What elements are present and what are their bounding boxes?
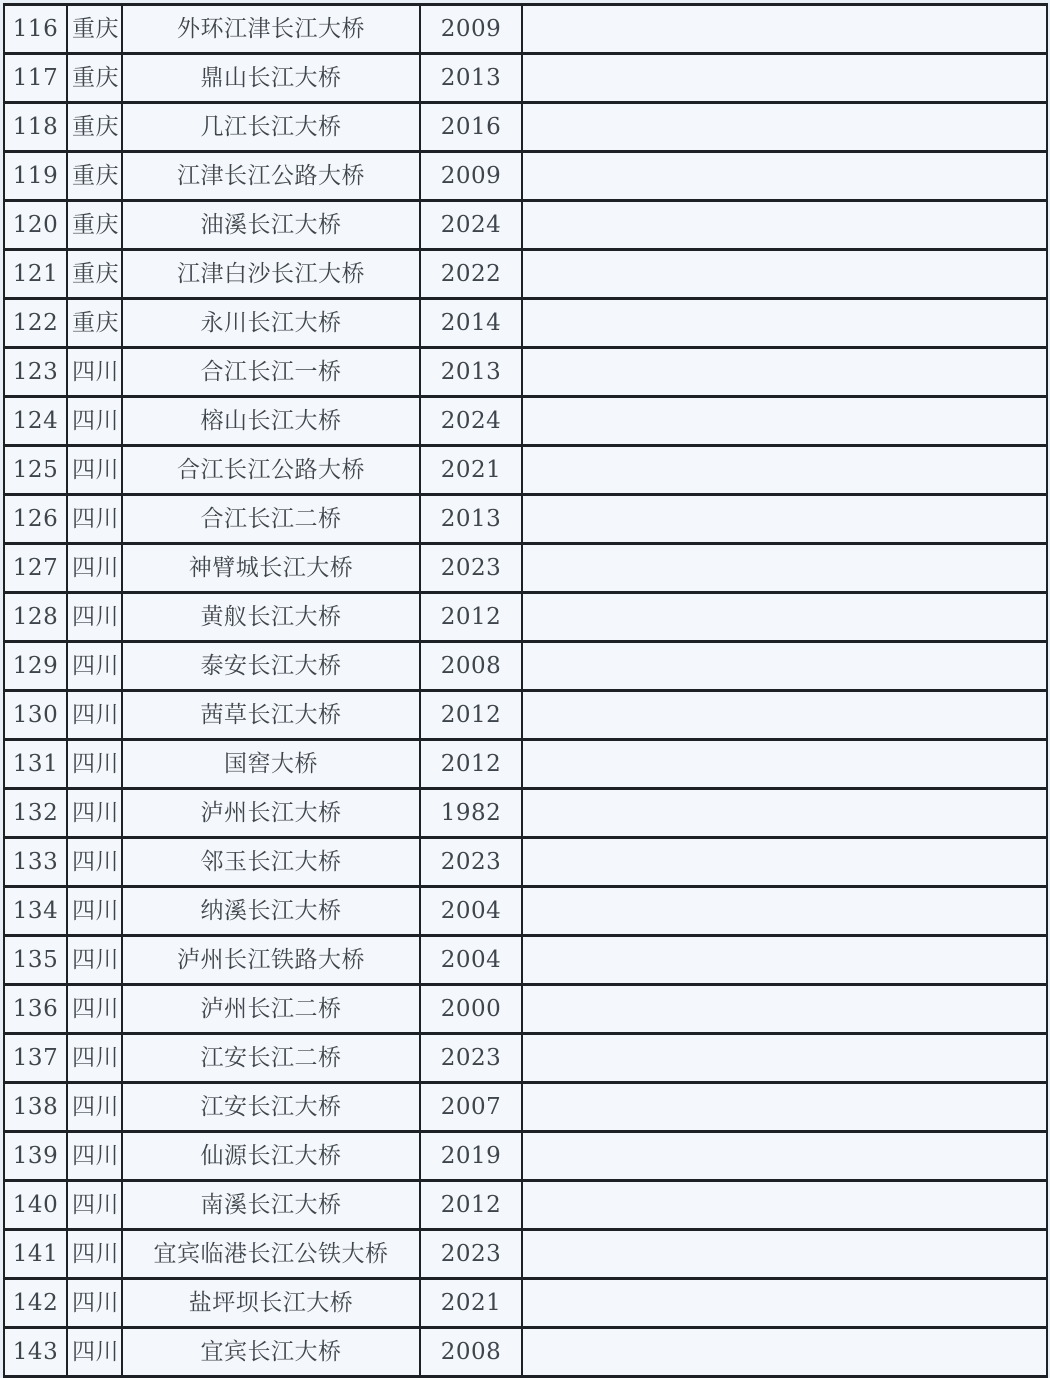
bridge-name-cell: 榕山长江大桥 (122, 397, 420, 446)
province-cell: 四川 (67, 446, 122, 495)
bridge-name-cell: 黄舣长江大桥 (122, 593, 420, 642)
bridge-name-cell: 盐坪坝长江大桥 (122, 1279, 420, 1328)
province-cell: 重庆 (67, 152, 122, 201)
row-index-cell: 134 (4, 887, 67, 936)
notes-cell (522, 1279, 1047, 1328)
year-cell: 2000 (420, 985, 522, 1034)
table-row (4, 1279, 1047, 1328)
province-cell: 四川 (67, 985, 122, 1034)
row-index-cell: 125 (4, 446, 67, 495)
province-cell: 四川 (67, 1083, 122, 1132)
notes-cell (522, 1230, 1047, 1279)
row-index-cell: 143 (4, 1328, 67, 1377)
table-row (4, 593, 1047, 642)
notes-cell (522, 1328, 1047, 1377)
table-row (4, 1034, 1047, 1083)
table-row (4, 201, 1047, 250)
table-row (4, 5, 1047, 54)
notes-cell (522, 54, 1047, 103)
province-cell: 四川 (67, 544, 122, 593)
bridge-name-cell: 合江长江公路大桥 (122, 446, 420, 495)
row-index-cell: 137 (4, 1034, 67, 1083)
table-row (4, 1132, 1047, 1181)
bridge-name-cell: 江安长江大桥 (122, 1083, 420, 1132)
notes-cell (522, 691, 1047, 740)
table-row (4, 103, 1047, 152)
table-row (4, 299, 1047, 348)
table-row (4, 250, 1047, 299)
table-row (4, 838, 1047, 887)
row-index-cell: 124 (4, 397, 67, 446)
bridge-name-cell: 油溪长江大桥 (122, 201, 420, 250)
row-index-cell: 127 (4, 544, 67, 593)
row-index-cell: 128 (4, 593, 67, 642)
row-index-cell: 130 (4, 691, 67, 740)
province-cell: 四川 (67, 1230, 122, 1279)
year-cell: 2013 (420, 54, 522, 103)
province-cell: 四川 (67, 887, 122, 936)
notes-cell (522, 740, 1047, 789)
province-cell: 四川 (67, 1181, 122, 1230)
year-cell: 2012 (420, 691, 522, 740)
province-cell: 重庆 (67, 103, 122, 152)
row-index-cell: 141 (4, 1230, 67, 1279)
bridge-table-body (4, 5, 1047, 1377)
year-cell: 2023 (420, 1230, 522, 1279)
bridge-name-cell: 泰安长江大桥 (122, 642, 420, 691)
table-row (4, 348, 1047, 397)
bridge-name-cell: 泸州长江大桥 (122, 789, 420, 838)
row-index-cell: 118 (4, 103, 67, 152)
bridge-name-cell: 纳溪长江大桥 (122, 887, 420, 936)
year-cell: 2024 (420, 201, 522, 250)
notes-cell (522, 348, 1047, 397)
table-row (4, 152, 1047, 201)
province-cell: 四川 (67, 789, 122, 838)
row-index-cell: 126 (4, 495, 67, 544)
notes-cell (522, 152, 1047, 201)
year-cell: 2004 (420, 936, 522, 985)
table-row (4, 1230, 1047, 1279)
bridge-name-cell: 江津长江公路大桥 (122, 152, 420, 201)
notes-cell (522, 103, 1047, 152)
row-index-cell: 129 (4, 642, 67, 691)
year-cell: 2008 (420, 642, 522, 691)
year-cell: 2013 (420, 348, 522, 397)
notes-cell (522, 936, 1047, 985)
bridge-name-cell: 仙源长江大桥 (122, 1132, 420, 1181)
province-cell: 四川 (67, 397, 122, 446)
province-cell: 四川 (67, 740, 122, 789)
province-cell: 四川 (67, 1279, 122, 1328)
year-cell: 2009 (420, 152, 522, 201)
province-cell: 四川 (67, 1328, 122, 1377)
year-cell: 2013 (420, 495, 522, 544)
table-row (4, 1181, 1047, 1230)
year-cell: 2004 (420, 887, 522, 936)
bridge-name-cell: 江津白沙长江大桥 (122, 250, 420, 299)
year-cell: 2023 (420, 1034, 522, 1083)
year-cell: 2008 (420, 1328, 522, 1377)
bridge-name-cell: 合江长江二桥 (122, 495, 420, 544)
row-index-cell: 136 (4, 985, 67, 1034)
notes-cell (522, 838, 1047, 887)
table-row (4, 446, 1047, 495)
province-cell: 四川 (67, 936, 122, 985)
notes-cell (522, 250, 1047, 299)
table-row (4, 495, 1047, 544)
province-cell: 四川 (67, 593, 122, 642)
bridge-name-cell: 几江长江大桥 (122, 103, 420, 152)
row-index-cell: 121 (4, 250, 67, 299)
bridge-name-cell: 永川长江大桥 (122, 299, 420, 348)
bridge-table-container (3, 3, 1048, 1378)
table-row (4, 1328, 1047, 1377)
year-cell: 2024 (420, 397, 522, 446)
bridge-name-cell: 茜草长江大桥 (122, 691, 420, 740)
notes-cell (522, 299, 1047, 348)
bridge-table (3, 3, 1048, 1378)
row-index-cell: 119 (4, 152, 67, 201)
year-cell: 2021 (420, 446, 522, 495)
province-cell: 重庆 (67, 201, 122, 250)
row-index-cell: 122 (4, 299, 67, 348)
bridge-name-cell: 神臂城长江大桥 (122, 544, 420, 593)
row-index-cell: 140 (4, 1181, 67, 1230)
notes-cell (522, 397, 1047, 446)
province-cell: 四川 (67, 691, 122, 740)
bridge-name-cell: 江安长江二桥 (122, 1034, 420, 1083)
notes-cell (522, 544, 1047, 593)
year-cell: 2012 (420, 1181, 522, 1230)
bridge-name-cell: 国窖大桥 (122, 740, 420, 789)
notes-cell (522, 495, 1047, 544)
notes-cell (522, 1034, 1047, 1083)
bridge-name-cell: 泸州长江二桥 (122, 985, 420, 1034)
province-cell: 重庆 (67, 250, 122, 299)
table-row (4, 691, 1047, 740)
bridge-name-cell: 南溪长江大桥 (122, 1181, 420, 1230)
table-row (4, 789, 1047, 838)
province-cell: 四川 (67, 1034, 122, 1083)
province-cell: 重庆 (67, 299, 122, 348)
row-index-cell: 117 (4, 54, 67, 103)
notes-cell (522, 789, 1047, 838)
notes-cell (522, 1083, 1047, 1132)
province-cell: 四川 (67, 838, 122, 887)
table-row (4, 397, 1047, 446)
year-cell: 2007 (420, 1083, 522, 1132)
row-index-cell: 120 (4, 201, 67, 250)
table-row (4, 1083, 1047, 1132)
row-index-cell: 142 (4, 1279, 67, 1328)
bridge-name-cell: 外环江津长江大桥 (122, 5, 420, 54)
notes-cell (522, 642, 1047, 691)
notes-cell (522, 5, 1047, 54)
province-cell: 四川 (67, 348, 122, 397)
row-index-cell: 123 (4, 348, 67, 397)
bridge-name-cell: 邻玉长江大桥 (122, 838, 420, 887)
table-row (4, 642, 1047, 691)
row-index-cell: 131 (4, 740, 67, 789)
row-index-cell: 133 (4, 838, 67, 887)
bridge-name-cell: 泸州长江铁路大桥 (122, 936, 420, 985)
province-cell: 重庆 (67, 5, 122, 54)
year-cell: 2023 (420, 544, 522, 593)
year-cell: 2009 (420, 5, 522, 54)
row-index-cell: 116 (4, 5, 67, 54)
bridge-name-cell: 宜宾长江大桥 (122, 1328, 420, 1377)
bridge-name-cell: 合江长江一桥 (122, 348, 420, 397)
province-cell: 重庆 (67, 54, 122, 103)
province-cell: 四川 (67, 1132, 122, 1181)
row-index-cell: 139 (4, 1132, 67, 1181)
notes-cell (522, 1181, 1047, 1230)
year-cell: 2016 (420, 103, 522, 152)
bridge-name-cell: 鼎山长江大桥 (122, 54, 420, 103)
bridge-name-cell: 宜宾临港长江公铁大桥 (122, 1230, 420, 1279)
table-row (4, 936, 1047, 985)
notes-cell (522, 446, 1047, 495)
year-cell: 2012 (420, 740, 522, 789)
notes-cell (522, 201, 1047, 250)
year-cell: 2019 (420, 1132, 522, 1181)
year-cell: 2014 (420, 299, 522, 348)
table-row (4, 985, 1047, 1034)
province-cell: 四川 (67, 495, 122, 544)
year-cell: 2022 (420, 250, 522, 299)
year-cell: 2021 (420, 1279, 522, 1328)
notes-cell (522, 1132, 1047, 1181)
row-index-cell: 132 (4, 789, 67, 838)
row-index-cell: 135 (4, 936, 67, 985)
notes-cell (522, 887, 1047, 936)
year-cell: 2012 (420, 593, 522, 642)
province-cell: 四川 (67, 642, 122, 691)
table-row (4, 54, 1047, 103)
table-row (4, 887, 1047, 936)
row-index-cell: 138 (4, 1083, 67, 1132)
notes-cell (522, 985, 1047, 1034)
table-row (4, 740, 1047, 789)
notes-cell (522, 593, 1047, 642)
year-cell: 1982 (420, 789, 522, 838)
year-cell: 2023 (420, 838, 522, 887)
table-row (4, 544, 1047, 593)
